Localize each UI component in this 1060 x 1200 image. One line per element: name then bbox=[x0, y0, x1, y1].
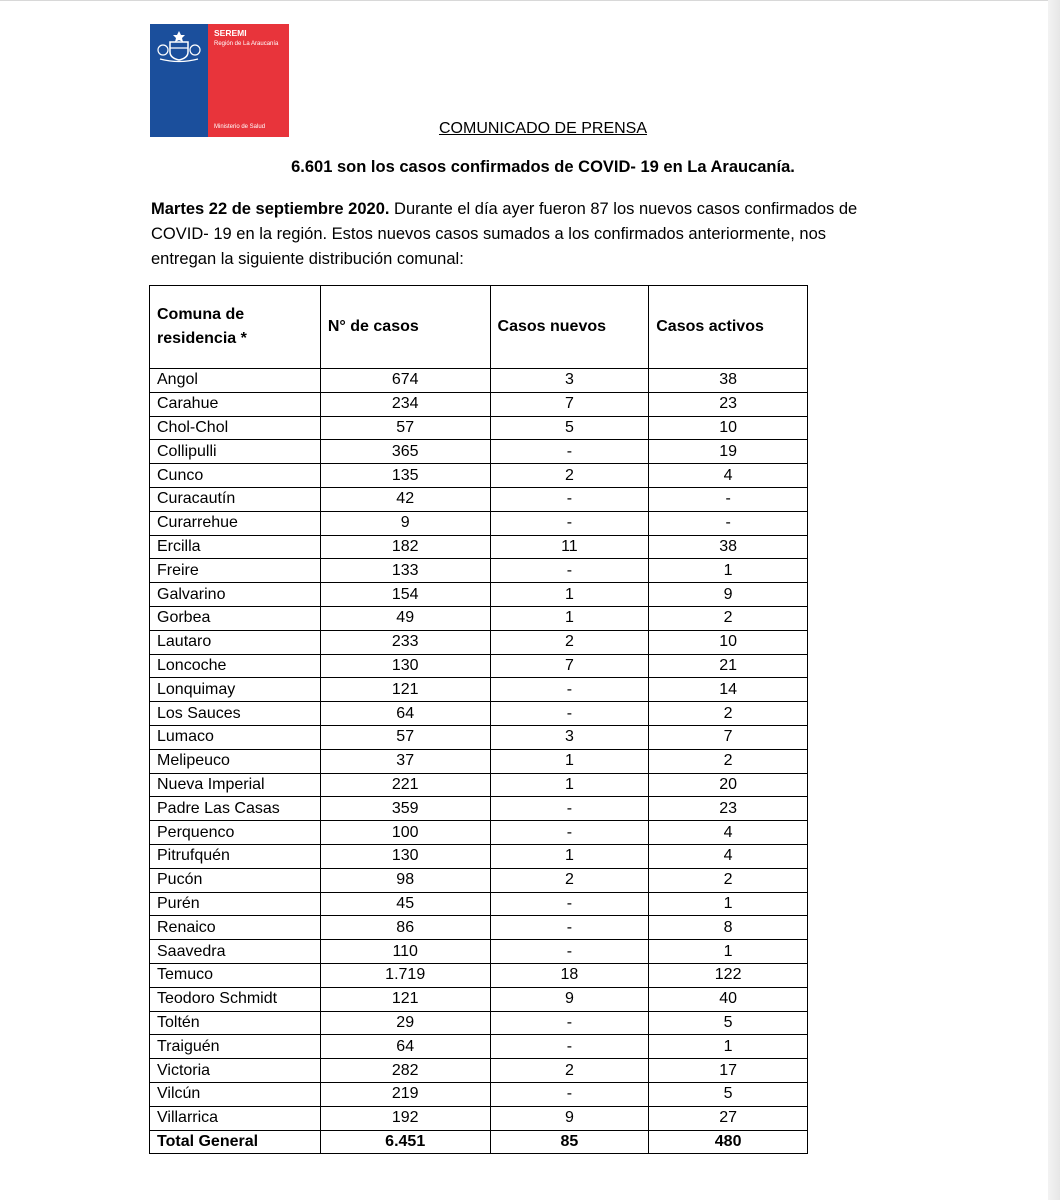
cell-comuna: Villarrica bbox=[150, 1106, 321, 1130]
cell-casos-activos: 1 bbox=[649, 1035, 808, 1059]
table-row bbox=[150, 821, 808, 845]
table-row bbox=[150, 987, 808, 1011]
cell-n-casos: 130 bbox=[320, 844, 490, 868]
cell-casos-activos: 38 bbox=[649, 535, 808, 559]
table-row bbox=[150, 654, 808, 678]
cell-comuna: Collipulli bbox=[150, 440, 321, 464]
cell-n-casos: 98 bbox=[320, 868, 490, 892]
cell-casos-activos: - bbox=[649, 487, 808, 511]
cell-n-casos: 121 bbox=[320, 678, 490, 702]
coat-of-arms-icon bbox=[154, 28, 204, 64]
cell-comuna: Curacautín bbox=[150, 487, 321, 511]
cell-casos-nuevos: 2 bbox=[490, 868, 649, 892]
cell-casos-nuevos: 1 bbox=[490, 749, 649, 773]
table-row bbox=[150, 1059, 808, 1083]
cell-casos-activos: 1 bbox=[649, 559, 808, 583]
cell-comuna: Temuco bbox=[150, 963, 321, 987]
cell-n-casos: 86 bbox=[320, 916, 490, 940]
table-row bbox=[150, 749, 808, 773]
cell-comuna: Galvarino bbox=[150, 583, 321, 607]
table-body bbox=[150, 369, 808, 1154]
header-comuna: Comuna de residencia * bbox=[150, 286, 321, 369]
cell-casos-nuevos: 3 bbox=[490, 725, 649, 749]
cell-casos-nuevos: - bbox=[490, 511, 649, 535]
cell-casos-nuevos: 7 bbox=[490, 392, 649, 416]
cell-casos-activos: 480 bbox=[649, 1130, 808, 1154]
cell-casos-activos: 17 bbox=[649, 1059, 808, 1083]
cases-table bbox=[149, 285, 808, 1154]
cell-n-casos: 219 bbox=[320, 1082, 490, 1106]
cell-n-casos: 57 bbox=[320, 725, 490, 749]
cell-casos-nuevos: 1 bbox=[490, 606, 649, 630]
cell-n-casos: 49 bbox=[320, 606, 490, 630]
table-header-row bbox=[150, 286, 808, 369]
cell-comuna: Gorbea bbox=[150, 606, 321, 630]
cell-casos-nuevos: 9 bbox=[490, 1106, 649, 1130]
cell-casos-nuevos: 7 bbox=[490, 654, 649, 678]
cell-casos-nuevos: 2 bbox=[490, 1059, 649, 1083]
table-row bbox=[150, 487, 808, 511]
cell-comuna: Teodoro Schmidt bbox=[150, 987, 321, 1011]
cell-comuna: Los Sauces bbox=[150, 702, 321, 726]
cell-comuna: Vilcún bbox=[150, 1082, 321, 1106]
cell-n-casos: 37 bbox=[320, 749, 490, 773]
table-row bbox=[150, 1011, 808, 1035]
cell-comuna: Chol-Chol bbox=[150, 416, 321, 440]
cell-casos-activos: 21 bbox=[649, 654, 808, 678]
intro-paragraph bbox=[151, 197, 891, 272]
cell-comuna: Total General bbox=[150, 1130, 321, 1154]
logo-seremi-text: SEREMI bbox=[214, 28, 247, 38]
table-row bbox=[150, 1035, 808, 1059]
cell-comuna: Nueva Imperial bbox=[150, 773, 321, 797]
cell-n-casos: 282 bbox=[320, 1059, 490, 1083]
cell-casos-activos: 2 bbox=[649, 868, 808, 892]
cell-n-casos: 121 bbox=[320, 987, 490, 1011]
cell-casos-activos: 23 bbox=[649, 392, 808, 416]
cell-n-casos: 130 bbox=[320, 654, 490, 678]
table-row bbox=[150, 797, 808, 821]
cell-casos-nuevos: 3 bbox=[490, 369, 649, 393]
table-row bbox=[150, 892, 808, 916]
cell-n-casos: 9 bbox=[320, 511, 490, 535]
cell-casos-activos: 2 bbox=[649, 606, 808, 630]
table-row bbox=[150, 725, 808, 749]
cell-casos-activos: 10 bbox=[649, 416, 808, 440]
cell-n-casos: 29 bbox=[320, 1011, 490, 1035]
cell-casos-nuevos: - bbox=[490, 1035, 649, 1059]
cell-casos-nuevos: 1 bbox=[490, 844, 649, 868]
cell-casos-activos: 10 bbox=[649, 630, 808, 654]
table-row bbox=[150, 416, 808, 440]
cell-n-casos: 359 bbox=[320, 797, 490, 821]
cell-casos-nuevos: - bbox=[490, 702, 649, 726]
cell-casos-nuevos: - bbox=[490, 916, 649, 940]
cell-comuna: Freire bbox=[150, 559, 321, 583]
cell-casos-activos: - bbox=[649, 511, 808, 535]
cell-casos-nuevos: 1 bbox=[490, 583, 649, 607]
cell-casos-activos: 40 bbox=[649, 987, 808, 1011]
cell-casos-activos: 122 bbox=[649, 963, 808, 987]
cell-comuna: Ercilla bbox=[150, 535, 321, 559]
table-row bbox=[150, 392, 808, 416]
cell-casos-activos: 5 bbox=[649, 1082, 808, 1106]
table-row bbox=[150, 535, 808, 559]
cell-n-casos: 100 bbox=[320, 821, 490, 845]
cell-casos-nuevos: - bbox=[490, 821, 649, 845]
table-row bbox=[150, 369, 808, 393]
cell-casos-activos: 4 bbox=[649, 844, 808, 868]
cell-casos-activos: 7 bbox=[649, 725, 808, 749]
cell-casos-activos: 14 bbox=[649, 678, 808, 702]
table-row bbox=[150, 559, 808, 583]
table-row bbox=[150, 511, 808, 535]
cell-comuna: Pitrufquén bbox=[150, 844, 321, 868]
cell-comuna: Pucón bbox=[150, 868, 321, 892]
cell-casos-nuevos: - bbox=[490, 678, 649, 702]
cell-n-casos: 42 bbox=[320, 487, 490, 511]
headline: 6.601 son los casos confirmados de COVID- 19 en La Araucanía. bbox=[291, 158, 795, 176]
cell-n-casos: 674 bbox=[320, 369, 490, 393]
cell-n-casos: 135 bbox=[320, 464, 490, 488]
cell-casos-activos: 2 bbox=[649, 749, 808, 773]
cell-n-casos: 64 bbox=[320, 702, 490, 726]
table-row bbox=[150, 1106, 808, 1130]
cell-n-casos: 182 bbox=[320, 535, 490, 559]
date-text: Martes 22 de septiembre 2020. bbox=[151, 200, 390, 218]
cell-comuna: Toltén bbox=[150, 1011, 321, 1035]
table-row bbox=[150, 844, 808, 868]
cell-n-casos: 154 bbox=[320, 583, 490, 607]
cell-casos-activos: 19 bbox=[649, 440, 808, 464]
header-casos-activos: Casos activos bbox=[649, 286, 808, 369]
cell-casos-activos: 9 bbox=[649, 583, 808, 607]
table-row bbox=[150, 940, 808, 964]
cell-n-casos: 133 bbox=[320, 559, 490, 583]
press-release-label: COMUNICADO DE PRENSA bbox=[438, 120, 648, 137]
cell-casos-nuevos: 5 bbox=[490, 416, 649, 440]
cell-casos-activos: 8 bbox=[649, 916, 808, 940]
page-top-border bbox=[0, 0, 1060, 1]
cell-casos-nuevos: 2 bbox=[490, 630, 649, 654]
logo-ministry-text: Ministerio de Salud bbox=[214, 124, 266, 130]
cell-casos-nuevos: - bbox=[490, 892, 649, 916]
cell-n-casos: 1.719 bbox=[320, 963, 490, 987]
cell-comuna: Cunco bbox=[150, 464, 321, 488]
cell-casos-nuevos: - bbox=[490, 1011, 649, 1035]
table-row bbox=[150, 868, 808, 892]
cell-casos-activos: 4 bbox=[649, 821, 808, 845]
cell-casos-nuevos: 1 bbox=[490, 773, 649, 797]
cell-n-casos: 45 bbox=[320, 892, 490, 916]
cell-n-casos: 57 bbox=[320, 416, 490, 440]
cell-casos-nuevos: 9 bbox=[490, 987, 649, 1011]
cell-n-casos: 6.451 bbox=[320, 1130, 490, 1154]
table-row bbox=[150, 702, 808, 726]
cell-comuna: Victoria bbox=[150, 1059, 321, 1083]
cell-casos-activos: 23 bbox=[649, 797, 808, 821]
table-row bbox=[150, 963, 808, 987]
cell-comuna: Lonquimay bbox=[150, 678, 321, 702]
cell-casos-nuevos: - bbox=[490, 440, 649, 464]
cell-comuna: Curarrehue bbox=[150, 511, 321, 535]
cell-casos-activos: 27 bbox=[649, 1106, 808, 1130]
cell-n-casos: 221 bbox=[320, 773, 490, 797]
cell-casos-nuevos: - bbox=[490, 487, 649, 511]
cell-n-casos: 365 bbox=[320, 440, 490, 464]
table-row bbox=[150, 630, 808, 654]
cell-comuna: Saavedra bbox=[150, 940, 321, 964]
cell-casos-activos: 5 bbox=[649, 1011, 808, 1035]
cell-comuna: Perquenco bbox=[150, 821, 321, 845]
logo-region-text: Región de La Araucanía bbox=[214, 41, 279, 47]
cell-comuna: Loncoche bbox=[150, 654, 321, 678]
cell-casos-nuevos: 2 bbox=[490, 464, 649, 488]
page-right-edge bbox=[1048, 0, 1060, 1200]
cell-n-casos: 64 bbox=[320, 1035, 490, 1059]
body-text: Durante el día ayer fueron 87 los nuevos casos confirmados de COVID- 19 en la región. Estos nuevos casos sumados a los confirmados anteriormente, nos entregan la siguiente distribución comunal: bbox=[151, 200, 858, 268]
cell-casos-nuevos: 11 bbox=[490, 535, 649, 559]
cell-casos-nuevos: - bbox=[490, 559, 649, 583]
cell-n-casos: 110 bbox=[320, 940, 490, 964]
cell-casos-activos: 4 bbox=[649, 464, 808, 488]
cell-casos-nuevos: 85 bbox=[490, 1130, 649, 1154]
cell-comuna: Angol bbox=[150, 369, 321, 393]
cell-casos-activos: 1 bbox=[649, 892, 808, 916]
table-row bbox=[150, 464, 808, 488]
cell-casos-nuevos: - bbox=[490, 940, 649, 964]
table-row bbox=[150, 773, 808, 797]
cell-n-casos: 234 bbox=[320, 392, 490, 416]
cell-casos-activos: 20 bbox=[649, 773, 808, 797]
cell-casos-activos: 38 bbox=[649, 369, 808, 393]
cell-casos-nuevos: - bbox=[490, 797, 649, 821]
table-row bbox=[150, 440, 808, 464]
cell-comuna: Padre Las Casas bbox=[150, 797, 321, 821]
table-row bbox=[150, 606, 808, 630]
cell-comuna: Melipeuco bbox=[150, 749, 321, 773]
cell-casos-nuevos: 18 bbox=[490, 963, 649, 987]
cell-casos-activos: 1 bbox=[649, 940, 808, 964]
cell-n-casos: 233 bbox=[320, 630, 490, 654]
cell-comuna: Carahue bbox=[150, 392, 321, 416]
table-row bbox=[150, 916, 808, 940]
table-row bbox=[150, 1082, 808, 1106]
header-n-casos: N° de casos bbox=[320, 286, 490, 369]
cell-comuna: Renaico bbox=[150, 916, 321, 940]
cell-comuna: Lumaco bbox=[150, 725, 321, 749]
header-casos-nuevos: Casos nuevos bbox=[490, 286, 649, 369]
cell-n-casos: 192 bbox=[320, 1106, 490, 1130]
table-total-row bbox=[150, 1130, 808, 1154]
cell-comuna: Purén bbox=[150, 892, 321, 916]
table-row bbox=[150, 583, 808, 607]
cell-comuna: Lautaro bbox=[150, 630, 321, 654]
cell-comuna: Traiguén bbox=[150, 1035, 321, 1059]
cell-casos-activos: 2 bbox=[649, 702, 808, 726]
table-row bbox=[150, 678, 808, 702]
cell-casos-nuevos: - bbox=[490, 1082, 649, 1106]
